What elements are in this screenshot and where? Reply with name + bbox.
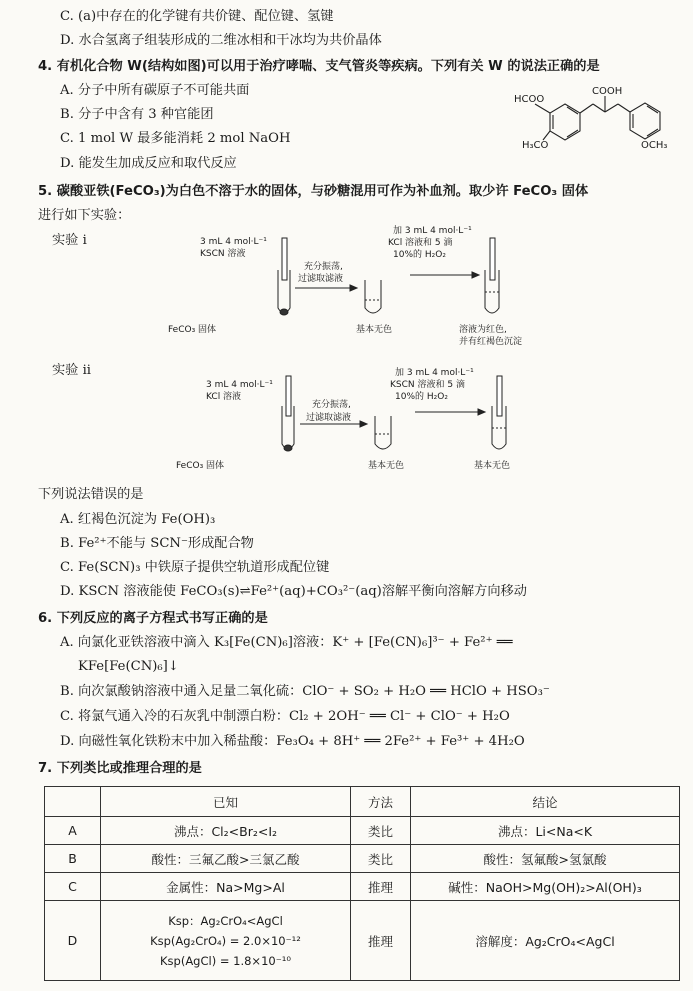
row-known-line2: Ksp(Ag₂CrO₄) = 2.0×10⁻¹² (150, 933, 301, 948)
row-label: C (45, 873, 101, 901)
exp2-step1-line1: 充分振荡, (312, 400, 351, 410)
q6-option-b: B. 向次氯酸钠溶液中通入足量二氧化硫：ClO⁻ + SO₂ + H₂O ══ HClO + HSO₃⁻ (60, 684, 550, 699)
exp2-reagent2-line2: KSCN 溶液和 5 滴 (390, 380, 465, 390)
exp1-title: 实验 i (52, 233, 87, 248)
exp1-result-line1: 溶液为红色, (459, 325, 507, 335)
row-conclusion: 酸性：氢氟酸>氢氯酸 (411, 845, 680, 873)
q4-option-c: C. 1 mol W 最多能消耗 2 mol NaOH (60, 131, 291, 146)
row-known-line1: Ksp：Ag₂CrO₄<AgCl (168, 913, 283, 928)
q5-option-c: C. Fe(SCN)₃ 中铁原子提供空轨道形成配位键 (60, 560, 330, 575)
exp2-reagent1-line1: 3 mL 4 mol·L⁻¹ (206, 380, 273, 390)
exp1-reagent2-line3: 10%的 H₂O₂ (393, 250, 446, 260)
exp1-reagent1-line2: KSCN 溶液 (200, 249, 246, 259)
q7-table (44, 786, 680, 981)
table-row (45, 873, 680, 901)
exp2-reagent2-line3: 10%的 H₂O₂ (395, 392, 448, 402)
exp2-solid-label: FeCO₃ 固体 (176, 461, 225, 471)
row-known-multiline (101, 901, 351, 981)
row-known: 酸性：三氟乙酸>三氯乙酸 (101, 845, 351, 873)
q4-option-a: A. 分子中所有碳原子不可能共面 (60, 83, 250, 98)
q5-option-a: A. 红褐色沉淀为 Fe(OH)₃ (60, 512, 216, 527)
row-label: A (45, 817, 101, 845)
row-known-line3: Ksp(AgCl) = 1.8×10⁻¹⁰ (160, 953, 291, 968)
table-row (45, 845, 680, 873)
row-conclusion: 溶解度：Ag₂CrO₄<AgCl (411, 901, 680, 981)
struct-cooh-label: COOH (592, 86, 623, 97)
exp1-result-line2: 并有红褐色沉淀 (459, 337, 523, 347)
exp2-reagent1-line2: KCl 溶液 (206, 392, 242, 402)
row-label: B (45, 845, 101, 873)
q5-stem-line1: 5. 碳酸亚铁(FeCO₃)为白色不溶于水的固体，与砂糖混用可作为补血剂。取少许 FeCO₃ 固体 (38, 184, 589, 199)
header-cell-method: 方法 (351, 787, 411, 817)
exp1-solid-label: FeCO₃ 固体 (168, 325, 217, 335)
exp2-title: 实验 ii (52, 363, 92, 378)
q4-option-b: B. 分子中含有 3 种官能团 (60, 107, 214, 122)
exp2-result-label: 基本无色 (474, 461, 511, 471)
q5-option-b: B. Fe²⁺不能与 SCN⁻形成配合物 (60, 536, 254, 551)
struct-hcoo-label: HCOO (514, 94, 545, 105)
table-row (45, 817, 680, 845)
exp1-step1-line1: 充分振荡, (304, 262, 343, 272)
exp1-step1-line2: 过滤取滤液 (298, 274, 344, 284)
exp2-step1-line2: 过滤取滤液 (306, 413, 352, 423)
q6-option-a-line2: KFe[Fe(CN)₆]↓ (78, 659, 179, 674)
q6-option-a-line1: A. 向氯化亚铁溶液中滴入 K₃[Fe(CN)₆]溶液：K⁺ + [Fe(CN)₆]³⁻ + Fe²⁺ ══ (60, 635, 513, 650)
q4-option-d: D. 能发生加成反应和取代反应 (60, 156, 237, 171)
q6-stem: 6. 下列反应的离子方程式书写正确的是 (38, 611, 268, 626)
row-known: 沸点：Cl₂<Br₂<I₂ (101, 817, 351, 845)
row-method: 推理 (351, 901, 411, 981)
row-conclusion: 沸点：Li<Na<K (411, 817, 680, 845)
q7-stem: 7. 下列类比或推理合理的是 (38, 761, 202, 776)
q3-option-c: C. (a)中存在的化学键有共价键、配位键、氢键 (60, 9, 334, 24)
exp1-filtrate-label: 基本无色 (356, 325, 393, 335)
q6-option-c: C. 将氯气通入冷的石灰乳中制漂白粉：Cl₂ + 2OH⁻ ══ Cl⁻ + ClO⁻ + H₂O (60, 709, 510, 724)
q5-ask: 下列说法错误的是 (38, 487, 144, 502)
row-method: 推理 (351, 873, 411, 901)
exp2-filtrate-label: 基本无色 (368, 461, 405, 471)
q5-stem-line2: 进行如下实验： (38, 208, 131, 223)
exp1-reagent2-line1: 加 3 mL 4 mol·L⁻¹ (393, 226, 472, 236)
q6-option-d: D. 向磁性氧化铁粉末中加入稀盐酸：Fe₃O₄ + 8H⁺ ══ 2Fe²⁺ + Fe³⁺ + 4H₂O (60, 734, 525, 749)
row-label: D (45, 901, 101, 981)
row-method: 类比 (351, 845, 411, 873)
row-known: 金属性：Na>Mg>Al (101, 873, 351, 901)
header-cell-known: 已知 (101, 787, 351, 817)
header-cell-label (45, 787, 101, 817)
exp1-reagent2-line2: KCl 溶液和 5 滴 (388, 238, 453, 248)
exp2-reagent2-line1: 加 3 mL 4 mol·L⁻¹ (395, 368, 474, 378)
q3-option-d: D. 水合氢离子组装形成的二维冰相和干冰均为共价晶体 (60, 33, 382, 48)
row-method: 类比 (351, 817, 411, 845)
row-conclusion: 碱性：NaOH>Mg(OH)₂>Al(OH)₃ (411, 873, 680, 901)
struct-h3co-label: H₃CO (522, 140, 549, 151)
exp1-reagent1-line1: 3 mL 4 mol·L⁻¹ (200, 237, 267, 247)
q4-stem: 4. 有机化合物 W(结构如图)可以用于治疗哮喘、支气管炎等疾病。下列有关 W 的说法正确的是 (38, 59, 600, 74)
header-cell-conclusion: 结论 (411, 787, 680, 817)
table-header-row (45, 787, 680, 817)
table-row (45, 901, 680, 981)
struct-och3-label: OCH₃ (641, 140, 668, 151)
q5-option-d: D. KSCN 溶液能使 FeCO₃(s)⇌Fe²⁺(aq)+CO₃²⁻(aq)溶解平衡向溶解方向移动 (60, 584, 527, 599)
